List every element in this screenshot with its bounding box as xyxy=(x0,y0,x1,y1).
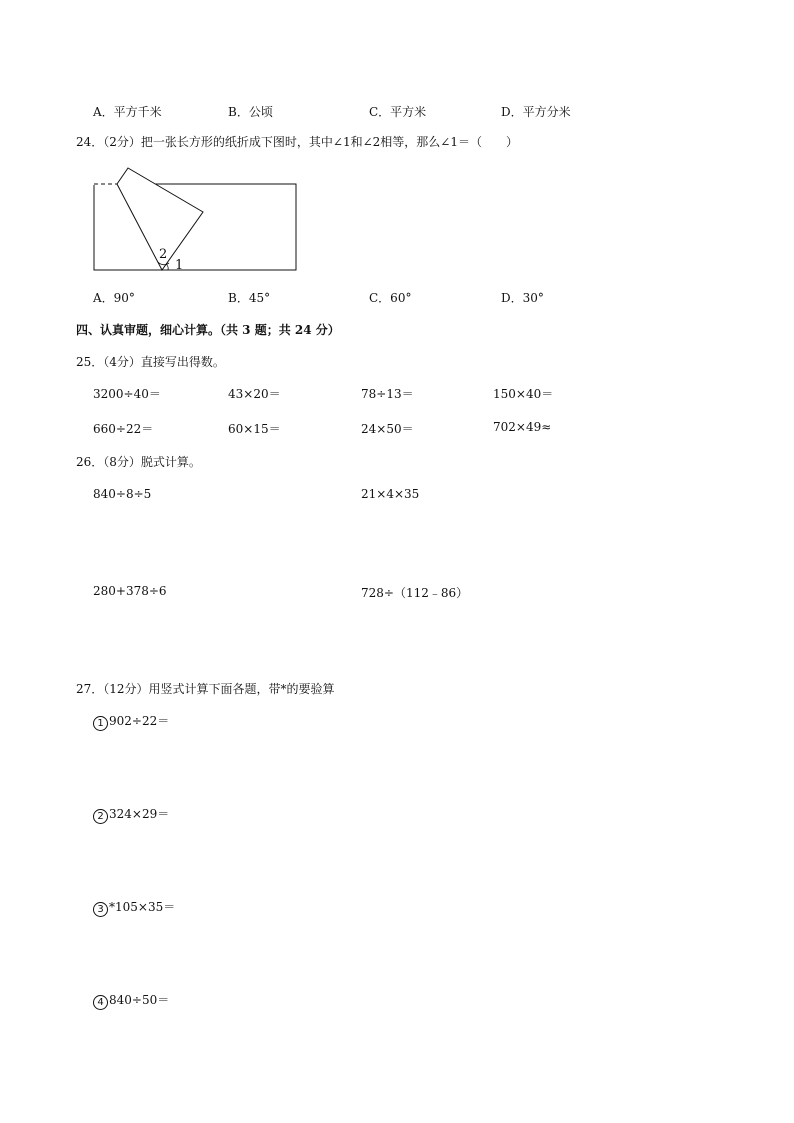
circled-number: 1 xyxy=(93,716,108,731)
section4-title: 四、认真审题，细心计算。（共 3 题；共 24 分） xyxy=(76,323,340,337)
q24-option-a: A．90° xyxy=(93,291,135,305)
q24-option-d: D．30° xyxy=(501,291,544,305)
q25-r1-c3: 78÷13＝ xyxy=(361,387,414,401)
q27-item-4-expr: 840÷50＝ xyxy=(109,993,170,1007)
q26-item-2: 21×4×35 xyxy=(361,487,420,501)
q27-item-3 xyxy=(93,898,175,917)
q26-item-1: 840÷8÷5 xyxy=(93,487,152,501)
q24-folded-paper-figure xyxy=(90,162,302,276)
q27-question: 27．（12分）用竖式计算下面各题，带*的要验算 xyxy=(76,682,335,696)
q25-question: 25．（4分）直接写出得数。 xyxy=(76,355,225,369)
q27-item-1 xyxy=(93,712,169,731)
q27-item-2-expr: 324×29＝ xyxy=(109,807,170,821)
q26-question: 26．（8分）脱式计算。 xyxy=(76,455,201,469)
q25-r2-c3: 24×50＝ xyxy=(361,422,414,436)
q26-item-4: 728÷（112﹣86） xyxy=(361,586,469,600)
q27-item-1-expr: 902÷22＝ xyxy=(109,714,170,728)
q25-r2-c4: 702×49≈ xyxy=(493,420,552,434)
angle-label-2: 2 xyxy=(159,247,168,262)
q23-option-b: B．公顷 xyxy=(228,105,273,119)
q24-question: 24．（2分）把一张长方形的纸折成下图时，其中∠1和∠2相等，那么∠1＝（ ） xyxy=(76,135,518,149)
q27-item-2 xyxy=(93,805,169,824)
q27-item-4 xyxy=(93,991,169,1010)
angle-label-1: 1 xyxy=(175,258,184,273)
q23-option-c: C．平方米 xyxy=(369,105,427,119)
circled-number: 2 xyxy=(93,809,108,824)
q23-option-a: A．平方千米 xyxy=(93,105,162,119)
q23-option-d: D．平方分米 xyxy=(501,105,571,119)
circled-number: 3 xyxy=(93,902,108,917)
q25-r1-c2: 43×20＝ xyxy=(228,387,281,401)
q24-option-c: C．60° xyxy=(369,291,412,305)
angle-arc xyxy=(166,264,168,270)
circled-number: 4 xyxy=(93,995,108,1010)
q25-r1-c1: 3200÷40＝ xyxy=(93,387,161,401)
q27-item-3-expr: *105×35＝ xyxy=(109,900,176,914)
q25-r1-c4: 150×40＝ xyxy=(493,387,554,401)
q25-r2-c2: 60×15＝ xyxy=(228,422,281,436)
q25-r2-c1: 660÷22＝ xyxy=(93,422,154,436)
q26-item-3: 280+378÷6 xyxy=(93,584,167,598)
q24-option-b: B．45° xyxy=(228,291,271,305)
